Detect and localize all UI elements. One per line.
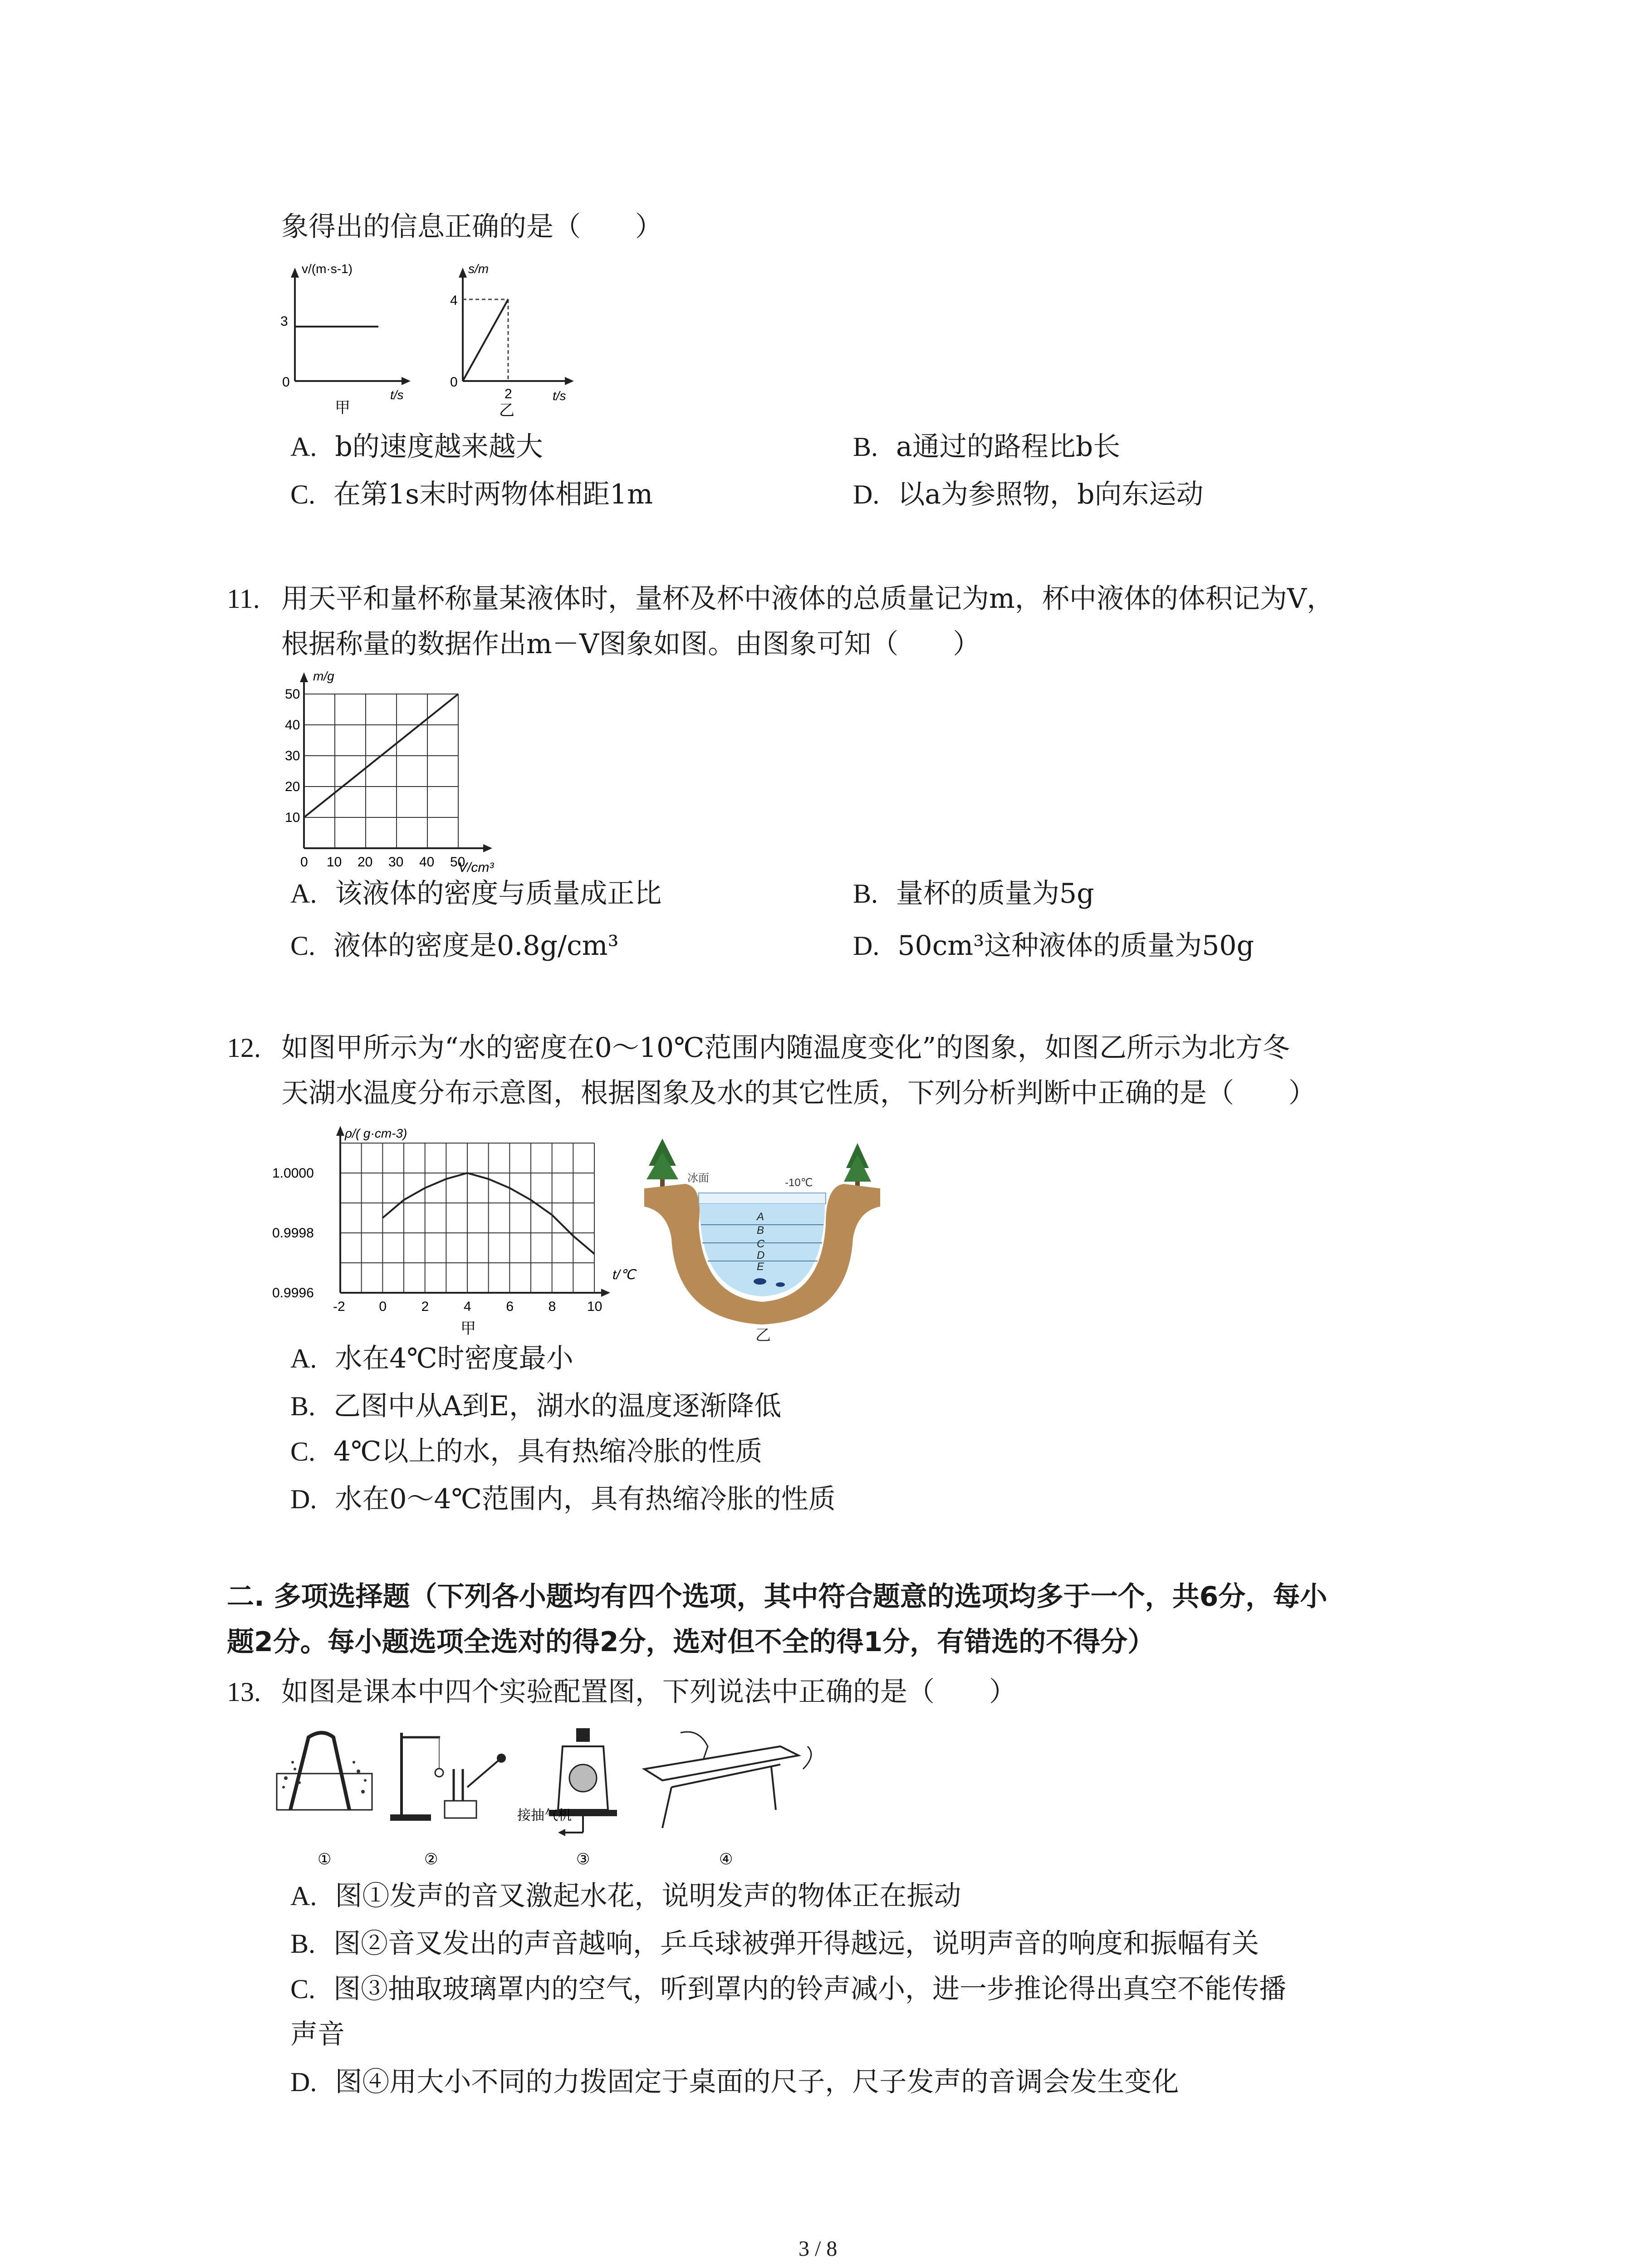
caption-yi: 乙: [755, 1327, 771, 1344]
x-tick-label: 0: [300, 855, 308, 870]
pump-label: 接抽气机: [517, 1808, 572, 1823]
label-4: ④: [719, 1851, 733, 1868]
ice-label: 冰面: [687, 1172, 709, 1184]
q11-option-c[interactable]: C. 液体的密度是0.8g/cm³: [290, 930, 619, 962]
layer-b: B: [757, 1224, 764, 1237]
q13-experiment-figures: [272, 1719, 853, 1869]
q11-option-b[interactable]: B. 量杯的质量为5g: [853, 878, 1094, 909]
q11-stem-line2: 根据称量的数据作出m－V图象如图。由图象可知（ ）: [281, 628, 980, 660]
layer-d: D: [757, 1249, 765, 1261]
x-axis-label: V/cm³: [458, 860, 494, 875]
y-tick-label: 20: [285, 779, 300, 794]
y-tick-3: 3: [280, 314, 288, 329]
q12-lake-diagram: [644, 1134, 880, 1347]
tree-icon: [844, 1143, 871, 1190]
y-tick-label: 0.9998: [272, 1226, 314, 1241]
x-tick-label: 40: [419, 855, 435, 870]
layer-a: A: [757, 1211, 764, 1223]
caption-yi: 乙: [499, 402, 514, 419]
x-tick-label: -2: [333, 1299, 345, 1314]
ruler-desk-figure: [644, 1732, 811, 1828]
x-tick-label: 30: [388, 855, 404, 870]
q10-option-b[interactable]: B. a通过的路程比b长: [853, 431, 1121, 463]
x-tick-label: 2: [421, 1299, 429, 1314]
q11-option-d[interactable]: D. 50cm³这种液体的质量为50g: [853, 930, 1254, 962]
x-tick-label: 10: [327, 855, 342, 870]
origin-label: 0: [450, 375, 458, 390]
y-tick-label: 10: [285, 810, 300, 825]
x-tick-label: 50: [450, 855, 465, 870]
ice-surface: [699, 1193, 826, 1204]
y-axis-label: s/m: [468, 262, 489, 276]
q11-option-a[interactable]: A. 该液体的密度与质量成正比: [290, 878, 662, 909]
y-tick-label: 0.9996: [272, 1286, 314, 1300]
y-axis-label: v/(m·s-1): [302, 262, 353, 276]
temp-label: -10℃: [785, 1177, 813, 1189]
q13-option-c-continued: 声音: [290, 2019, 345, 2050]
x-axis-label: t/℃: [612, 1267, 636, 1282]
q12-option-b[interactable]: B. 乙图中从A到E，湖水的温度逐渐降低: [290, 1390, 782, 1422]
origin-label: 0: [282, 375, 290, 390]
q10-option-a[interactable]: A. b的速度越来越大: [290, 431, 543, 463]
y-tick-label: 1.0000: [272, 1166, 314, 1181]
caption-jia: 甲: [460, 1320, 476, 1337]
q12-stem-line2: 天湖水温度分布示意图，根据图象及水的其它性质，下列分析判断中正确的是（ ）: [281, 1077, 1316, 1109]
page-number: 3 / 8: [798, 2237, 838, 2261]
x-tick-label: 10: [587, 1299, 603, 1314]
fish-icon: [776, 1282, 785, 1287]
layer-e: E: [757, 1261, 764, 1273]
q11-number: 11.: [227, 584, 260, 614]
x-tick-label: 8: [548, 1299, 556, 1314]
tuning-fork-ball-figure: [390, 1733, 506, 1821]
y-tick-label: 30: [285, 748, 300, 763]
q11-mv-chart: [254, 667, 535, 875]
q13-option-c[interactable]: C. 图③抽取玻璃罩内的空气，听到罩内的铃声减小，进一步推论得出真空不能传播: [290, 1973, 1287, 2005]
y-tick-4: 4: [450, 293, 458, 308]
label-1: ①: [318, 1851, 332, 1868]
y-tick-label: 40: [285, 718, 300, 733]
caption-jia: 甲: [335, 399, 350, 416]
x-axis-label: t/s: [553, 389, 566, 403]
tree-icon: [647, 1139, 678, 1188]
x-tick-label: 0: [379, 1299, 387, 1314]
q12-option-d[interactable]: D. 水在0～4℃范围内，具有热缩冷胀的性质: [290, 1483, 836, 1515]
q10-chart-yi: [436, 254, 590, 426]
q13-option-a[interactable]: A. 图①发声的音叉激起水花，说明发声的物体正在振动: [290, 1880, 961, 1912]
distance-line: [463, 299, 508, 381]
q12-option-c[interactable]: C. 4℃以上的水，具有热缩冷胀的性质: [290, 1436, 763, 1467]
y-axis-label: m/g: [313, 669, 334, 683]
q13-option-b[interactable]: B. 图②音叉发出的声音越响，乒乓球被弹开得越远，说明声音的响度和振幅有关: [290, 1928, 1259, 1960]
q13-option-d[interactable]: D. 图④用大小不同的力拨固定于桌面的尺子，尺子发声的音调会发生变化: [290, 2066, 1179, 2098]
x-tick-label: 4: [464, 1299, 471, 1314]
x-tick-label: 20: [358, 855, 373, 870]
layer-c: C: [757, 1238, 765, 1250]
q13-stem: 如图是课本中四个实验配置图，下列说法中正确的是（ ）: [281, 1676, 1016, 1708]
fish-icon: [754, 1278, 766, 1285]
y-tick-label: 50: [285, 687, 300, 702]
label-2: ②: [424, 1851, 438, 1868]
q13-number: 13.: [227, 1677, 261, 1707]
section2-heading-line1: 二. 多项选择题（下列各小题均有四个选项，其中符合题意的选项均多于一个，共6分，每小: [227, 1581, 1327, 1613]
q10-option-c[interactable]: C. 在第1s末时两物体相距1m: [290, 479, 653, 510]
q12-option-a[interactable]: A. 水在4℃时密度最小: [290, 1343, 573, 1374]
q10-option-d[interactable]: D. 以a为参照物，b向东运动: [853, 479, 1204, 510]
q10-chart-jia: [254, 254, 436, 426]
q12-stem-line1: 如图甲所示为“水的密度在0～10℃范围内随温度变化”的图象，如图乙所示为北方冬: [281, 1032, 1290, 1064]
section2-heading-line2: 题2分。每小题选项全选对的得2分，选对但不全的得1分，有错选的不得分）: [227, 1626, 1155, 1658]
q11-stem-line1: 用天平和量杯称量某液体时，量杯及杯中液体的总质量记为m，杯中液体的体积记为V，: [281, 583, 1334, 615]
q12-number: 12.: [227, 1033, 261, 1063]
x-tick-label: 6: [506, 1299, 514, 1314]
grid: [304, 694, 458, 848]
x-tick-2: 2: [505, 386, 512, 401]
q12-density-chart: [254, 1120, 662, 1343]
x-axis-label: t/s: [390, 388, 404, 402]
q10-stem-tail: 象得出的信息正确的是（ ）: [281, 211, 662, 243]
tuning-fork-water-figure: [277, 1733, 372, 1810]
y-axis-label: ρ/( g·cm-3): [345, 1126, 407, 1140]
label-3: ③: [576, 1851, 590, 1868]
